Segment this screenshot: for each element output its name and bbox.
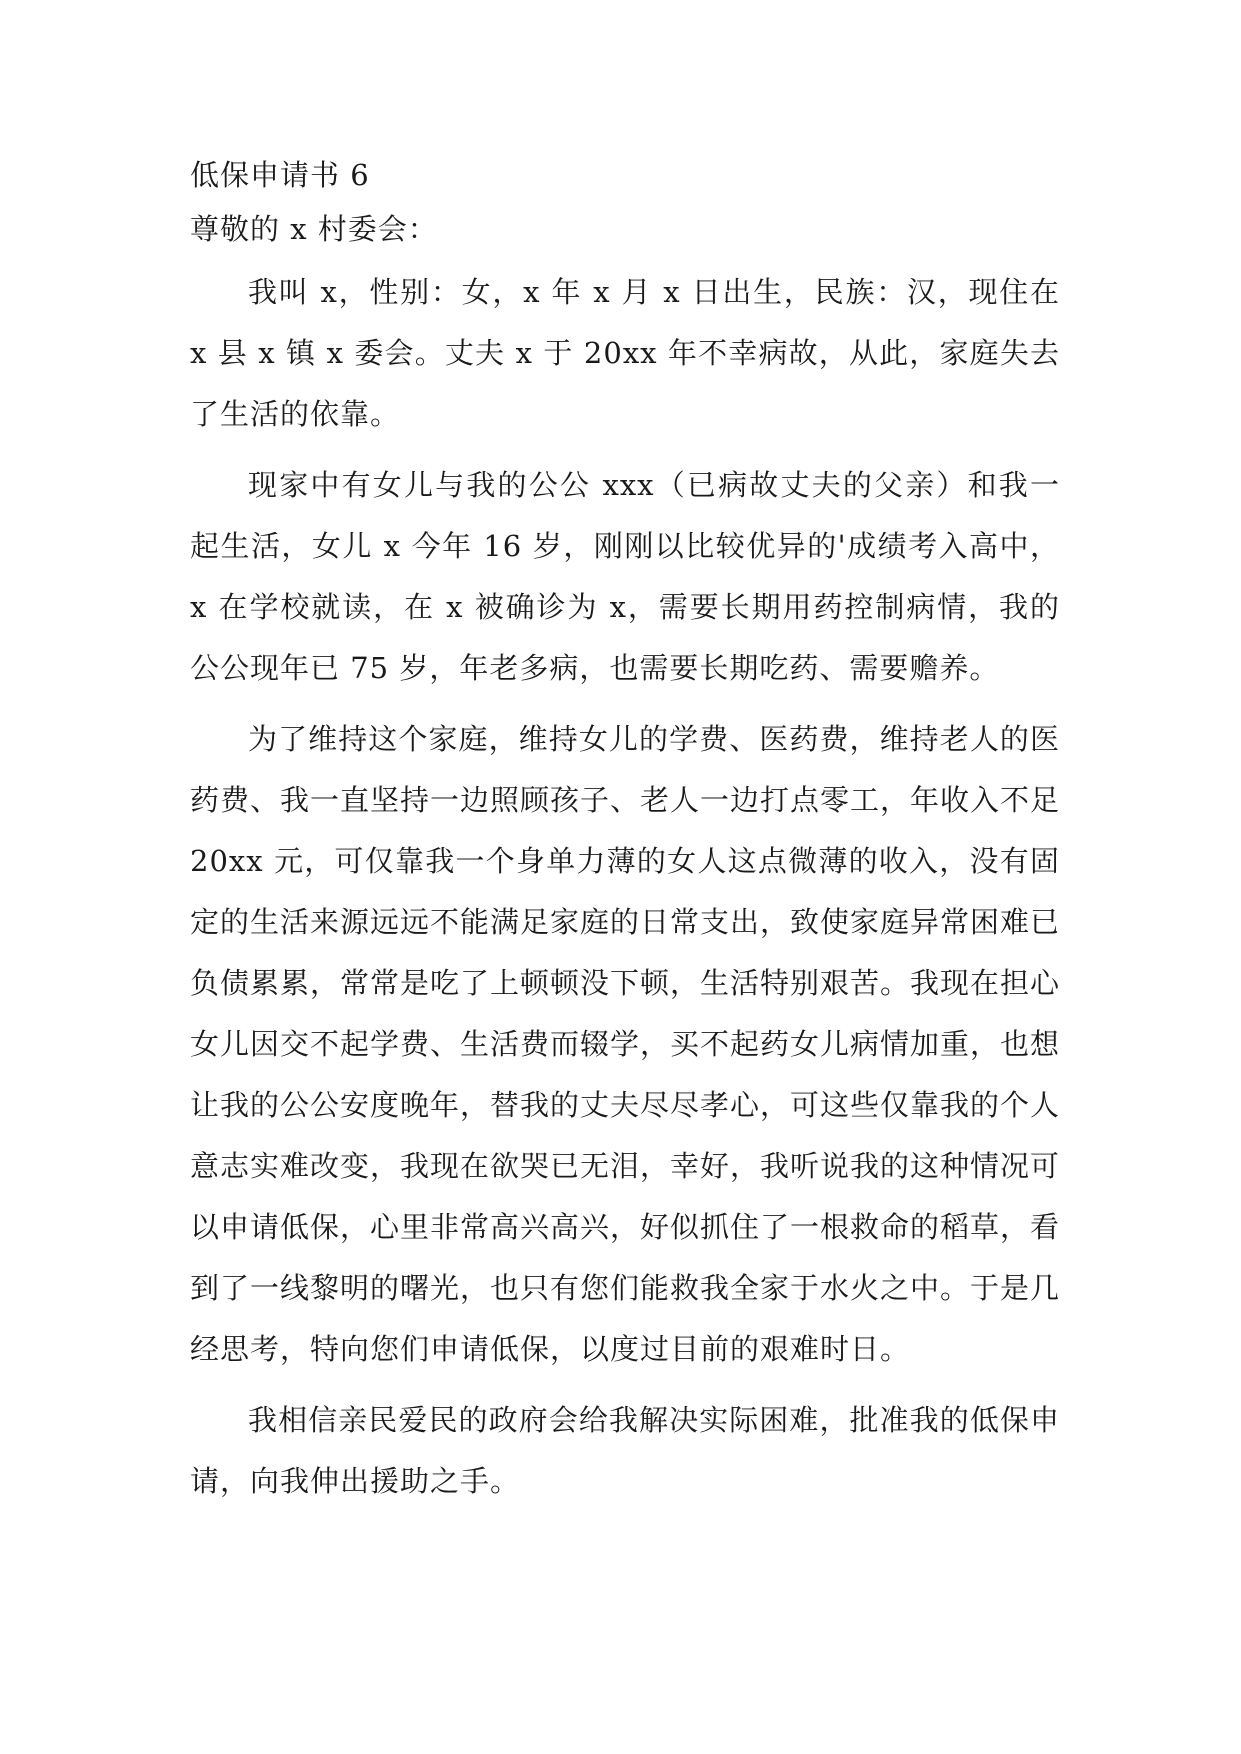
- document-title: 低保申请书 6: [190, 158, 370, 192]
- paragraph-1: 我叫 x，性别：女，x 年 x 月 x 日出生，民族：汉，现住在 x 县 x 镇 x 委会。丈夫 x 于 20xx 年不幸病故，从此，家庭失去了生活的依靠。: [190, 275, 1060, 431]
- document-body: [190, 148, 1060, 1522]
- paragraph-4: 我相信亲民爱民的政府会给我解决实际困难，批准我的低保申请，向我伸出援助之手。: [190, 1403, 1060, 1498]
- salutation: 尊敬的 x 村委会：: [190, 212, 438, 246]
- paragraph-2: 现家中有女儿与我的公公 xxx（已病故丈夫的父亲）和我一起生活，女儿 x 今年 16 岁，刚刚以比较优异的'成绩考入高中，x 在学校就读，在 x 被确诊为 x，需要长期用药控制病情，我的公公现年已 75 岁，年老多病，也需要长期吃药、需要赡养。: [190, 468, 1060, 685]
- paragraph-3: 为了维持这个家庭，维持女儿的学费、医药费，维持老人的医药费、我一直坚持一边照顾孩子、老人一边打点零工，年收入不足 20xx 元，可仅靠我一个身单力薄的女人这点微薄的收入，没有固定的生活来源远远不能满足家庭的日常支出，致使家庭异常困难已负债累累，常常是吃了上顿顿没下顿，生活特别艰苦。我现在担心女儿因交不起学费、生活费而辍学，买不起药女儿病情加重，也想让我的公公安度晚年，替我的丈夫尽尽孝心，可这些仅靠我的个人意志实难改变，我现在欲哭已无泪，幸好，我听说我的这种情况可以申请低保，心里非常高兴高兴，好似抓住了一根救命的稻草，看到了一线黎明的曙光，也只有您们能救我全家于水火之中。于是几经思考，特向您们申请低保，以度过目前的艰难时日。: [190, 722, 1061, 1366]
